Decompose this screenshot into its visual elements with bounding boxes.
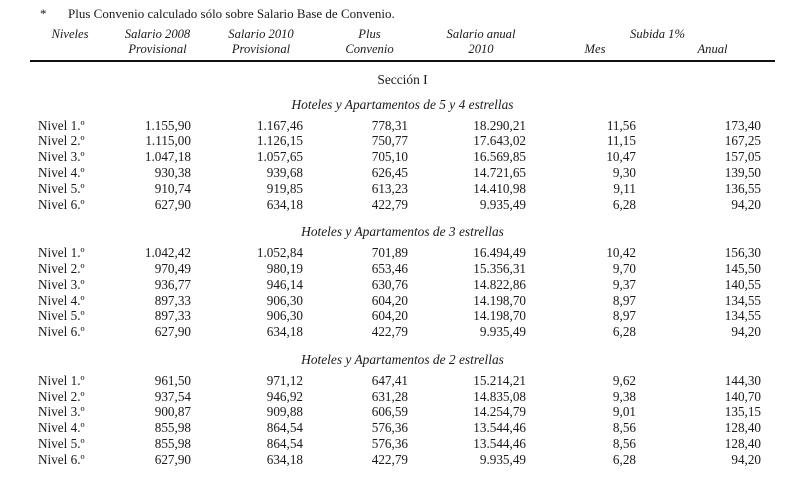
header-row-1 — [30, 23, 775, 42]
value-cell: 946,92 — [266, 388, 303, 404]
value-cell: 576,36 — [371, 420, 408, 436]
value-cell: 864,54 — [266, 420, 303, 436]
value-cell: 145,50 — [724, 260, 762, 276]
value-cell: 17.643,02 — [473, 133, 526, 149]
value-cell: 9,70 — [612, 260, 636, 276]
value-cell: 14.198,70 — [473, 308, 526, 324]
value-cell: 961,50 — [154, 372, 191, 388]
value-cell: 144,30 — [724, 372, 762, 388]
value-cell: 647,41 — [371, 372, 408, 388]
header-salario-2008: Salario 2008 — [124, 27, 191, 41]
value-cell: 8,56 — [612, 435, 636, 451]
table-row — [30, 389, 775, 405]
value-cell: 6,28 — [612, 324, 636, 340]
value-cell: 627,90 — [154, 196, 191, 212]
value-cell: 13.544,46 — [473, 420, 526, 436]
table-row — [30, 404, 775, 420]
value-cell: 630,76 — [371, 276, 408, 292]
value-cell: 15.214,21 — [473, 372, 526, 388]
footnote-asterisk: * — [40, 6, 47, 21]
table-row — [30, 436, 775, 452]
value-cell: 613,23 — [371, 180, 408, 196]
value-cell: 855,98 — [154, 435, 191, 451]
value-cell: 128,40 — [724, 420, 762, 436]
value-cell: 14.835,08 — [473, 388, 526, 404]
header-salario-2010: Salario 2010 — [228, 27, 294, 41]
value-cell: 1.115,00 — [145, 133, 191, 149]
value-cell: 422,79 — [371, 451, 408, 467]
table-row — [30, 293, 775, 309]
level-cell: Nivel 5.º — [38, 308, 85, 324]
table-body — [30, 61, 775, 468]
value-cell: 634,18 — [266, 324, 303, 340]
value-cell: 653,46 — [371, 260, 408, 276]
value-cell: 910,74 — [154, 180, 191, 196]
value-cell: 9,01 — [612, 404, 636, 420]
table-row — [30, 373, 775, 389]
level-cell: Nivel 4.º — [38, 420, 85, 436]
value-cell: 627,90 — [154, 451, 191, 467]
value-cell: 604,20 — [371, 292, 408, 308]
value-cell: 173,40 — [724, 117, 762, 133]
table-row — [30, 165, 775, 181]
table-row — [30, 133, 775, 149]
table-row — [30, 118, 775, 134]
value-cell: 930,38 — [154, 164, 191, 180]
level-cell: Nivel 1.º — [38, 117, 85, 133]
value-cell: 94,20 — [731, 196, 762, 212]
value-cell: 970,49 — [154, 260, 191, 276]
value-cell: 135,15 — [724, 404, 762, 420]
value-cell: 864,54 — [266, 435, 303, 451]
value-cell: 705,10 — [371, 149, 408, 165]
table-row — [30, 452, 775, 468]
value-cell: 906,30 — [266, 292, 303, 308]
value-cell: 627,90 — [154, 324, 191, 340]
level-cell: Nivel 5.º — [38, 180, 85, 196]
level-cell: Nivel 5.º — [38, 435, 85, 451]
value-cell: 13.544,46 — [473, 435, 526, 451]
value-cell: 8,97 — [612, 308, 636, 324]
value-cell: 14.822,86 — [473, 276, 526, 292]
value-cell: 10,47 — [606, 149, 636, 165]
value-cell: 604,20 — [371, 308, 408, 324]
level-cell: Nivel 6.º — [38, 196, 85, 212]
group-title: Hoteles y Apartamentos de 2 estrellas — [301, 351, 504, 367]
header-salario-anual: Salario anual — [446, 27, 516, 41]
value-cell: 631,28 — [371, 388, 408, 404]
header-niveles: Niveles — [51, 27, 89, 41]
value-cell: 11,56 — [606, 117, 636, 133]
table-row — [30, 245, 775, 261]
header-salario-anual-sub: 2010 — [468, 42, 494, 56]
value-cell: 156,30 — [724, 245, 762, 261]
value-cell: 14.254,79 — [473, 404, 526, 420]
value-cell: 750,77 — [371, 133, 408, 149]
value-cell: 14.198,70 — [473, 292, 526, 308]
level-cell: Nivel 6.º — [38, 324, 85, 340]
value-cell: 128,40 — [724, 435, 762, 451]
value-cell: 134,55 — [724, 292, 762, 308]
value-cell: 94,20 — [731, 451, 762, 467]
value-cell: 1.047,18 — [144, 149, 191, 165]
section-title-row — [30, 61, 775, 90]
level-cell: Nivel 6.º — [38, 451, 85, 467]
value-cell: 139,50 — [724, 164, 762, 180]
section-title: Sección I — [377, 72, 428, 87]
level-cell: Nivel 3.º — [38, 404, 85, 420]
value-cell: 909,88 — [266, 404, 303, 420]
table-row — [30, 261, 775, 277]
level-cell: Nivel 3.º — [38, 276, 85, 292]
value-cell: 946,14 — [266, 276, 303, 292]
footnote-text: Plus Convenio calculado sólo sobre Salario Base de Convenio. — [68, 6, 395, 21]
value-cell: 855,98 — [154, 420, 191, 436]
value-cell: 16.494,49 — [473, 245, 526, 261]
value-cell: 634,18 — [266, 196, 303, 212]
value-cell: 9.935,49 — [479, 451, 526, 467]
level-cell: Nivel 3.º — [38, 149, 85, 165]
table-row — [30, 420, 775, 436]
value-cell: 701,89 — [371, 245, 408, 261]
header-mes: Mes — [584, 42, 606, 56]
value-cell: 576,36 — [371, 435, 408, 451]
level-cell: Nivel 2.º — [38, 260, 85, 276]
group-title: Hoteles y Apartamentos de 5 y 4 estrellas — [291, 96, 514, 112]
level-cell: Nivel 1.º — [38, 245, 85, 261]
value-cell: 6,28 — [612, 451, 636, 467]
group-title-row — [30, 90, 775, 118]
header-plus-convenio-sub: Convenio — [345, 42, 394, 56]
table-row — [30, 308, 775, 324]
value-cell: 9,11 — [613, 180, 636, 196]
group-title: Hoteles y Apartamentos de 3 estrellas — [301, 224, 504, 240]
table-row — [30, 277, 775, 293]
value-cell: 157,05 — [724, 149, 762, 165]
value-cell: 140,55 — [724, 276, 762, 292]
group-title-row — [30, 212, 775, 245]
value-cell: 134,55 — [724, 308, 762, 324]
footnote — [0, 0, 792, 23]
value-cell: 94,20 — [731, 324, 762, 340]
value-cell: 9,37 — [612, 276, 636, 292]
value-cell: 939,68 — [266, 164, 303, 180]
value-cell: 936,77 — [154, 276, 191, 292]
value-cell: 140,70 — [724, 388, 762, 404]
value-cell: 1.042,42 — [144, 245, 191, 261]
level-cell: Nivel 4.º — [38, 292, 85, 308]
value-cell: 906,30 — [266, 308, 303, 324]
value-cell: 971,12 — [266, 372, 303, 388]
table-row — [30, 197, 775, 213]
header-row-2 — [30, 42, 775, 61]
value-cell: 9,62 — [612, 372, 636, 388]
value-cell: 606,59 — [371, 404, 408, 420]
value-cell: 9.935,49 — [479, 324, 526, 340]
value-cell: 8,56 — [612, 420, 636, 436]
value-cell: 136,55 — [724, 180, 762, 196]
header-salario-2010-sub: Provisional — [231, 42, 291, 56]
value-cell: 900,87 — [154, 404, 191, 420]
value-cell: 11,15 — [606, 133, 636, 149]
header-plus-convenio: Plus — [358, 27, 381, 41]
header-anual: Anual — [697, 42, 728, 56]
level-cell: Nivel 4.º — [38, 164, 85, 180]
level-cell: Nivel 1.º — [38, 372, 85, 388]
value-cell: 919,85 — [266, 180, 303, 196]
value-cell: 10,42 — [606, 245, 636, 261]
value-cell: 1.057,65 — [256, 149, 303, 165]
value-cell: 778,31 — [371, 117, 408, 133]
value-cell: 9,38 — [612, 388, 636, 404]
value-cell: 6,28 — [612, 196, 636, 212]
value-cell: 422,79 — [371, 324, 408, 340]
salary-table — [30, 23, 775, 468]
value-cell: 1.052,84 — [256, 245, 303, 261]
value-cell: 626,45 — [371, 164, 408, 180]
value-cell: 980,19 — [266, 260, 303, 276]
value-cell: 937,54 — [154, 388, 191, 404]
value-cell: 1.126,15 — [256, 133, 303, 149]
value-cell: 14.721,65 — [473, 164, 526, 180]
value-cell: 1.167,46 — [256, 117, 303, 133]
value-cell: 9,30 — [612, 164, 636, 180]
value-cell: 422,79 — [371, 196, 408, 212]
table-row — [30, 181, 775, 197]
value-cell: 15.356,31 — [473, 260, 526, 276]
value-cell: 634,18 — [266, 451, 303, 467]
group-title-row — [30, 340, 775, 373]
value-cell: 14.410,98 — [473, 180, 526, 196]
header-spacer — [30, 42, 110, 61]
header-salario-2008-sub: Provisional — [128, 42, 187, 56]
value-cell: 1.155,90 — [144, 117, 191, 133]
table-row — [30, 149, 775, 165]
level-cell: Nivel 2.º — [38, 133, 85, 149]
value-cell: 18.290,21 — [473, 117, 526, 133]
table-header — [30, 23, 775, 61]
level-cell: Nivel 2.º — [38, 388, 85, 404]
value-cell: 897,33 — [154, 308, 191, 324]
value-cell: 9.935,49 — [479, 196, 526, 212]
value-cell: 16.569,85 — [473, 149, 526, 165]
value-cell: 8,97 — [612, 292, 636, 308]
table-row — [30, 324, 775, 340]
value-cell: 167,25 — [724, 133, 762, 149]
header-subida-1pct: Subida 1% — [630, 27, 685, 41]
value-cell: 897,33 — [154, 292, 191, 308]
